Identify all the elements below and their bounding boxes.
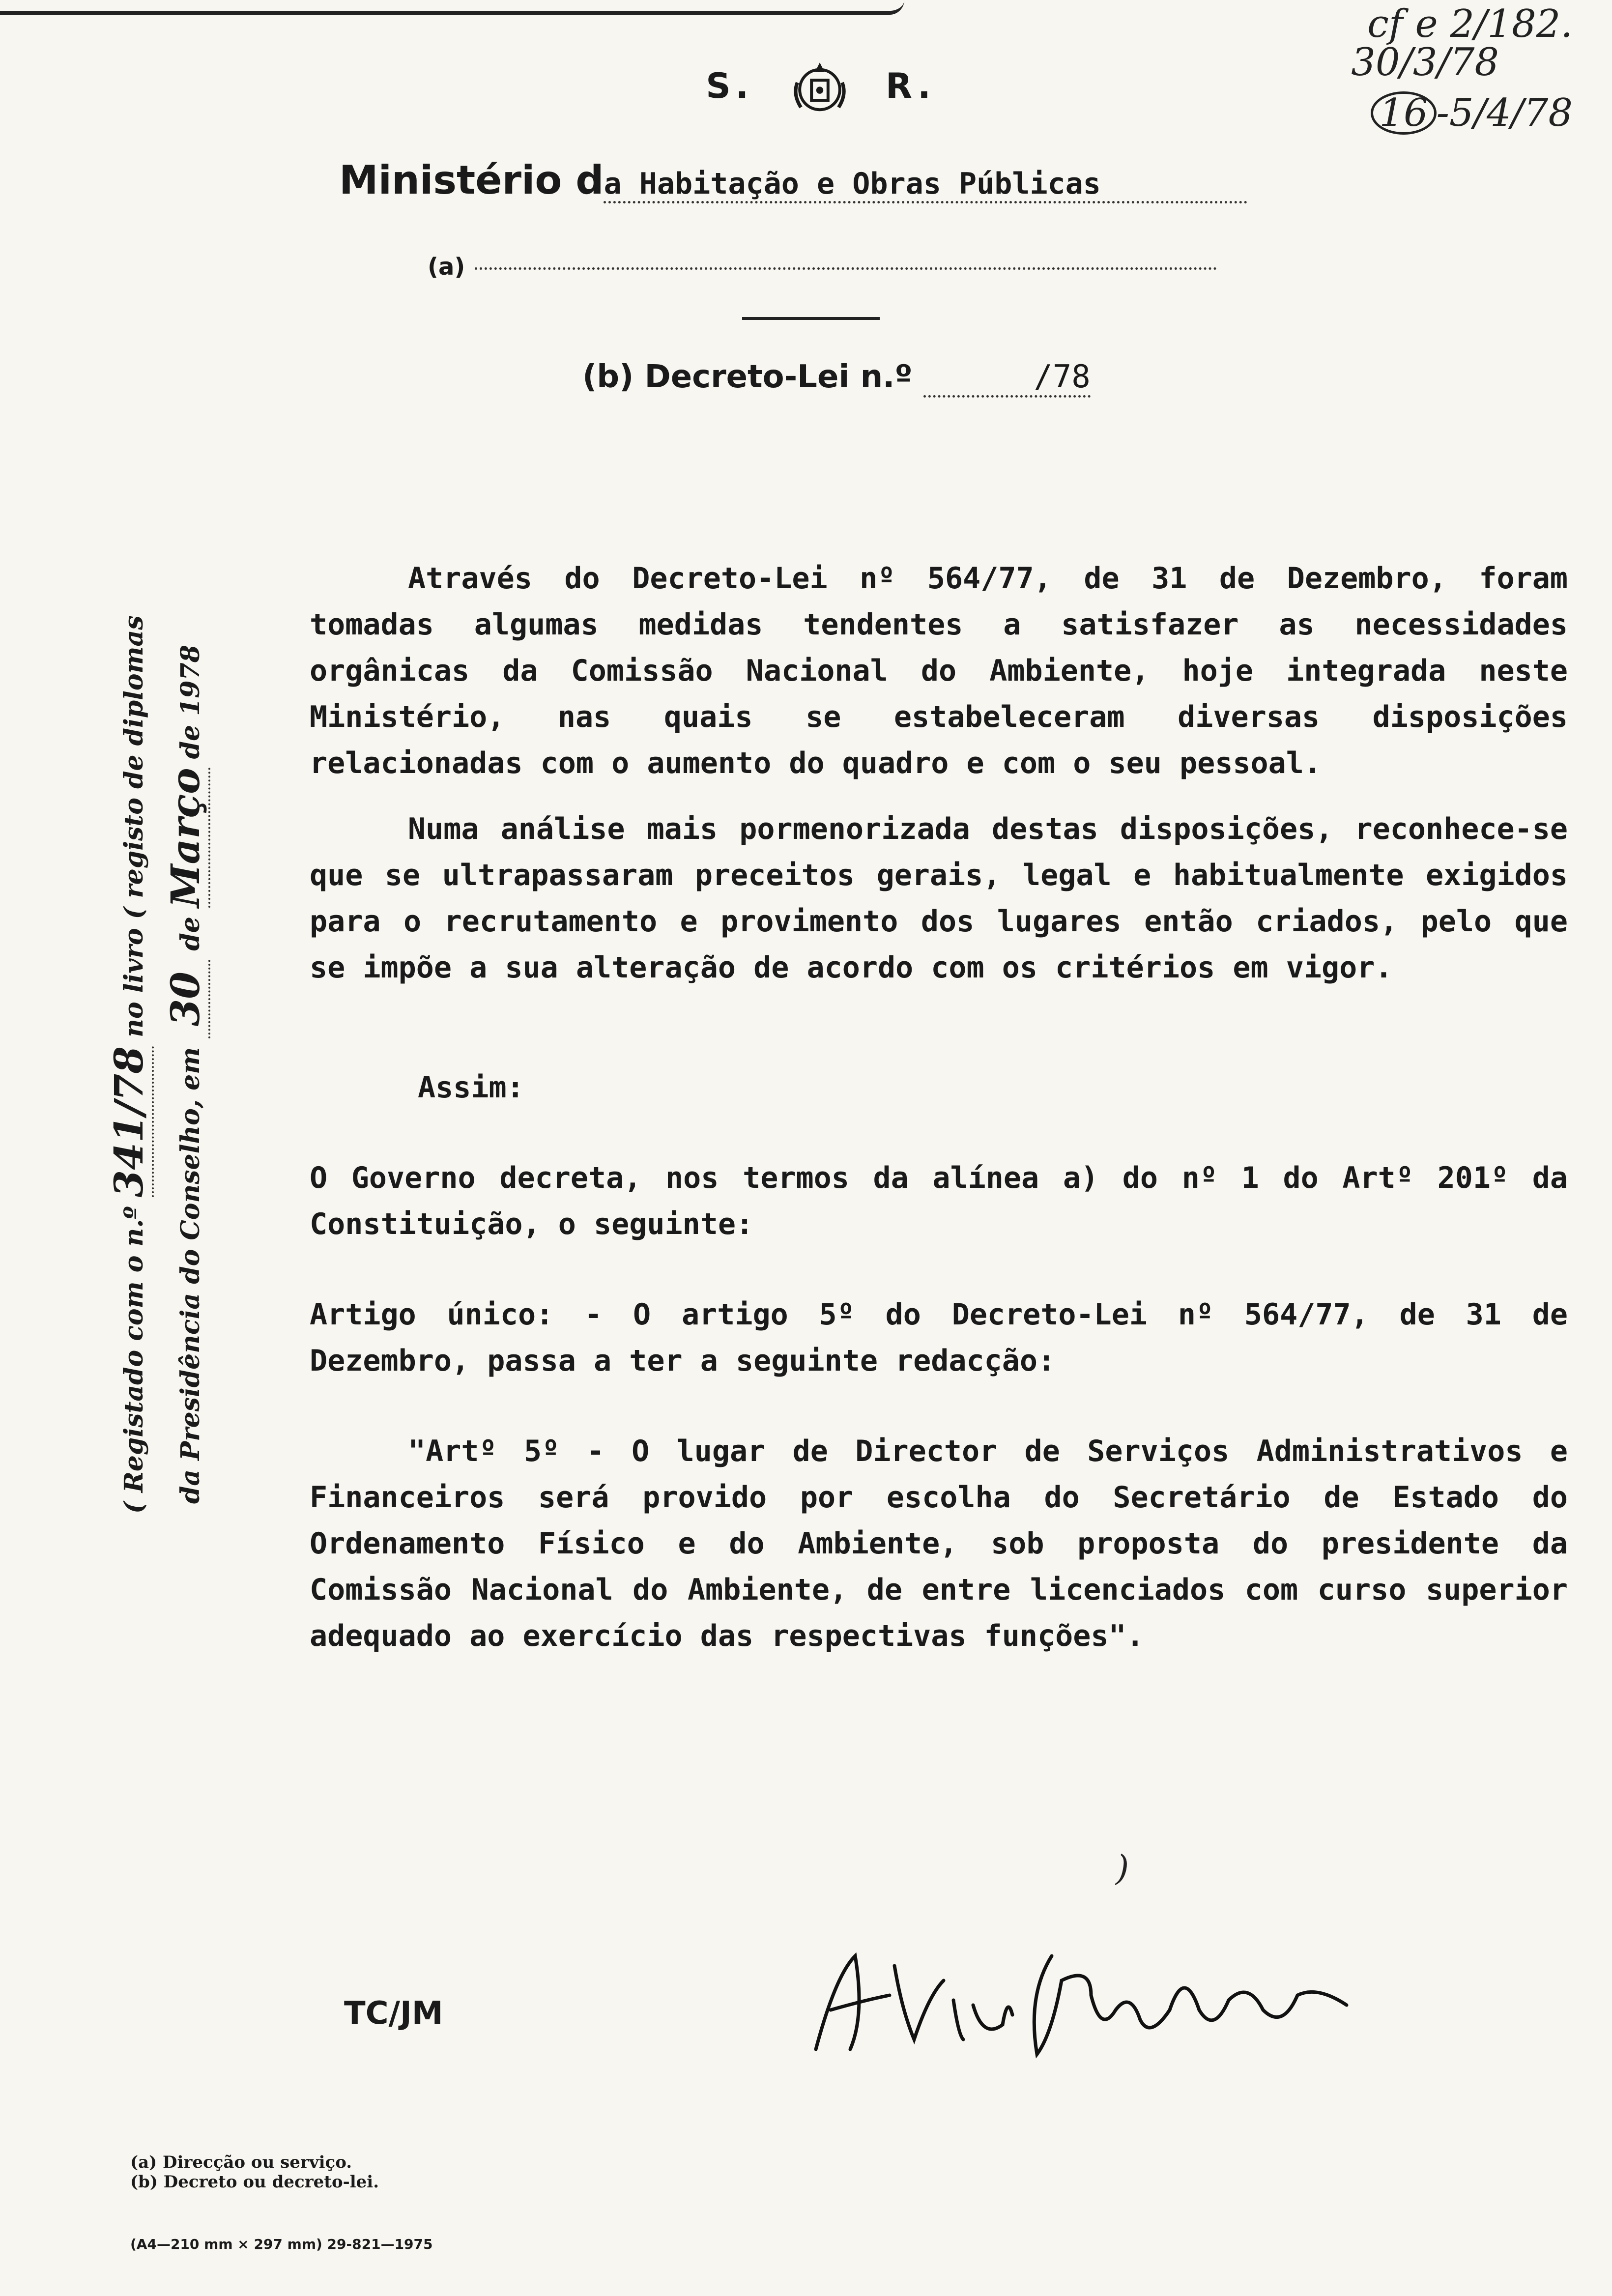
paragraph-artigo-unico: Artigo único: - O artigo 5º do Decreto-Lei nº 564/77, de 31 de Dezembro, passa a ter a seguinte redacção: [310,1297,1568,1378]
direction-label: (a) [428,253,465,281]
side-registration-text: no livro ( registo de diplomas [119,615,149,1037]
side-registration-line2 [162,645,210,1504]
letterhead [673,59,968,118]
side-registration-text: de 1978 [175,645,205,759]
side-registration-text: da Presidência do Conselho, em [175,1047,205,1504]
separator [742,317,880,320]
typist-initials: TC/JM [344,1995,443,2032]
paragraph-assim: Assim: [418,1070,524,1105]
top-border-line [0,0,904,15]
letterhead-s: S. [706,66,754,107]
handwritten-circled-number: 16 [1371,91,1436,135]
letterhead-r: R. [885,66,936,107]
handwritten-note-line2: 30/3/78 [1351,40,1499,85]
registration-day: 30 [162,960,210,1038]
document-body [310,555,1568,1659]
registration-month: Março [162,768,210,908]
side-registration-text: ( Registado com o n.º [119,1206,149,1514]
direction-line [428,253,1217,281]
handwritten-note [1351,2,1573,135]
paragraph-artigo-5: "Artº 5º - O lugar de Director de Serviços Administrativos e Financeiros será provido por escolha do Secretário de Estado do Ordenamento Físico e do Ambiente, sob proposta do presidente da Comissão Nacional do Ambiente, de entre licenciados com curso superior adequado ao exercício das respectivas funções". [310,1434,1568,1653]
side-registration-line1 [106,615,154,1514]
signature-mark: ) [1116,1848,1129,1888]
ministry-heading [339,157,1247,203]
footnote-a: (a) Direcção ou serviço. [130,2152,352,2172]
signature [796,1936,1376,2064]
decree-number: /78 [923,359,1091,398]
decree-label: (b) Decreto-Lei n.º [582,359,913,395]
registration-number: 341/78 [106,1046,154,1198]
paragraph-decreta: O Governo decreta, nos termos da alínea a) do nº 1 do Artº 201º da Constituição, o seguinte: [310,1161,1568,1241]
form-code: (A4—210 mm × 297 mm) 29-821—1975 [130,2236,433,2252]
decree-heading [582,359,1091,398]
direction-blank [475,267,1217,270]
handwritten-note-line3: -5/4/78 [1436,91,1573,135]
paragraph-1: Através do Decreto-Lei nº 564/77, de 31 de Dezembro, foram tomadas algumas medidas tendentes a satisfazer as necessidades orgânicas da Comissão Nacional do Ambiente, hoje integrada neste Ministério, nas quais se estabeleceram diversas disposições relacionadas com o aumento do quadro e com o seu pessoal. [310,561,1568,780]
ministry-name: a Habitação e Obras Públicas [604,167,1247,203]
paragraph-2: Numa análise mais pormenorizada destas disposições, reconhece-se que se ultrapassaram preceitos gerais, legal e habitualmente exigidos para o recrutamento e provimento dos lugares então criados, pelo que se impõe a sua alteração de acordo com os critérios em vigor. [310,812,1568,985]
ministry-prefix: Ministério d [339,157,604,203]
footnotes [130,2152,379,2192]
coat-of-arms-icon [790,59,849,118]
side-registration-text: de [175,917,205,951]
footnote-b: (b) Decreto ou decreto-lei. [130,2172,379,2192]
handwritten-note-line1: cf e 2/182. [1367,2,1573,46]
